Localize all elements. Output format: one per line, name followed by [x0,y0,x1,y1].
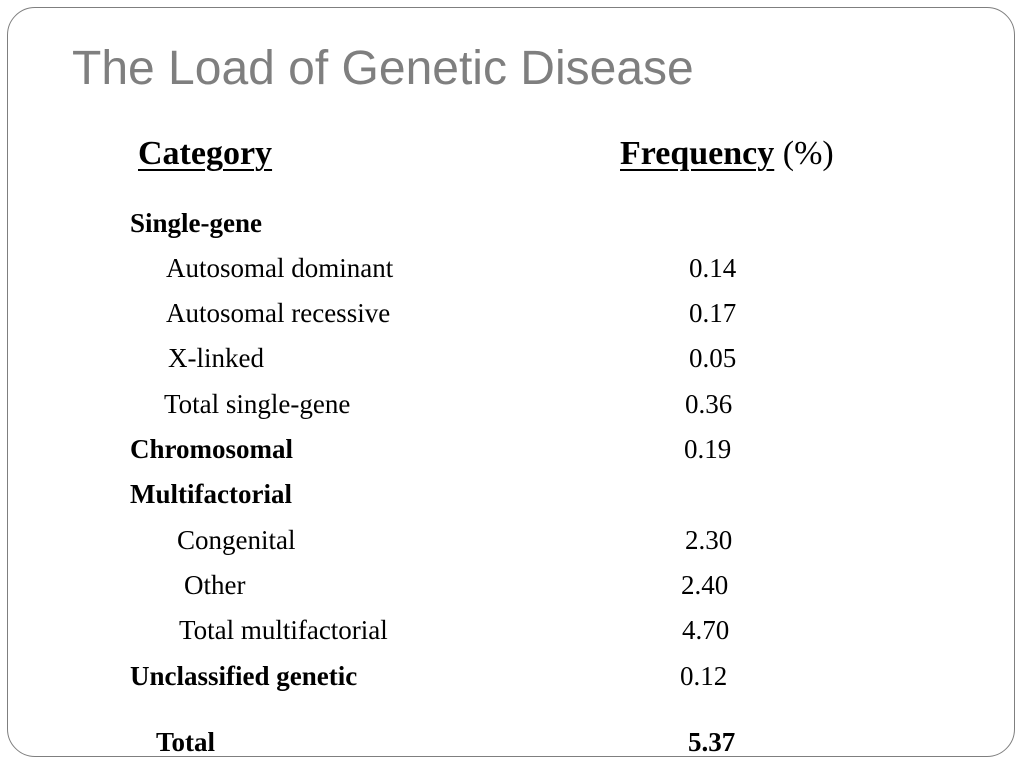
row-value-x-linked: 0.05 [689,343,737,373]
row-label-unclassified-genetic: Unclassified genetic [130,661,358,691]
row-value-total-single-gene: 0.36 [685,389,733,419]
row-value-total-multifactorial: 4.70 [682,615,730,645]
category-header [138,134,272,174]
category-header-label: Category [138,135,273,172]
row-value-autosomal-dominant: 0.14 [689,253,737,283]
slide-title: The Load of Genetic Disease [72,42,694,95]
row-value-other: 2.40 [681,570,729,600]
row-label-multifactorial: Multifactorial [130,479,292,509]
row-label-total: Total [156,727,216,757]
frequency-header-label: Frequency [620,135,775,172]
frequency-unit: (%) [782,135,834,172]
row-label-autosomal-dominant: Autosomal dominant [166,253,394,283]
row-label-autosomal-recessive: Autosomal recessive [166,298,391,328]
row-label-total-single-gene: Total single-gene [164,389,351,419]
frequency-header [620,134,834,174]
row-value-autosomal-recessive: 0.17 [689,298,737,328]
row-label-total-multifactorial: Total multifactorial [179,615,388,645]
slide-frame [7,7,1015,757]
row-label-other: Other [184,570,246,600]
row-label-x-linked: X-linked [168,343,264,373]
row-label-congenital: Congenital [177,525,296,555]
row-value-unclassified-genetic: 0.12 [680,661,728,691]
row-label-chromosomal: Chromosomal [130,434,294,464]
row-value-congenital: 2.30 [685,525,733,555]
row-value-chromosomal: 0.19 [684,434,732,464]
row-value-total: 5.37 [688,727,736,757]
row-label-single-gene: Single-gene [130,208,262,238]
